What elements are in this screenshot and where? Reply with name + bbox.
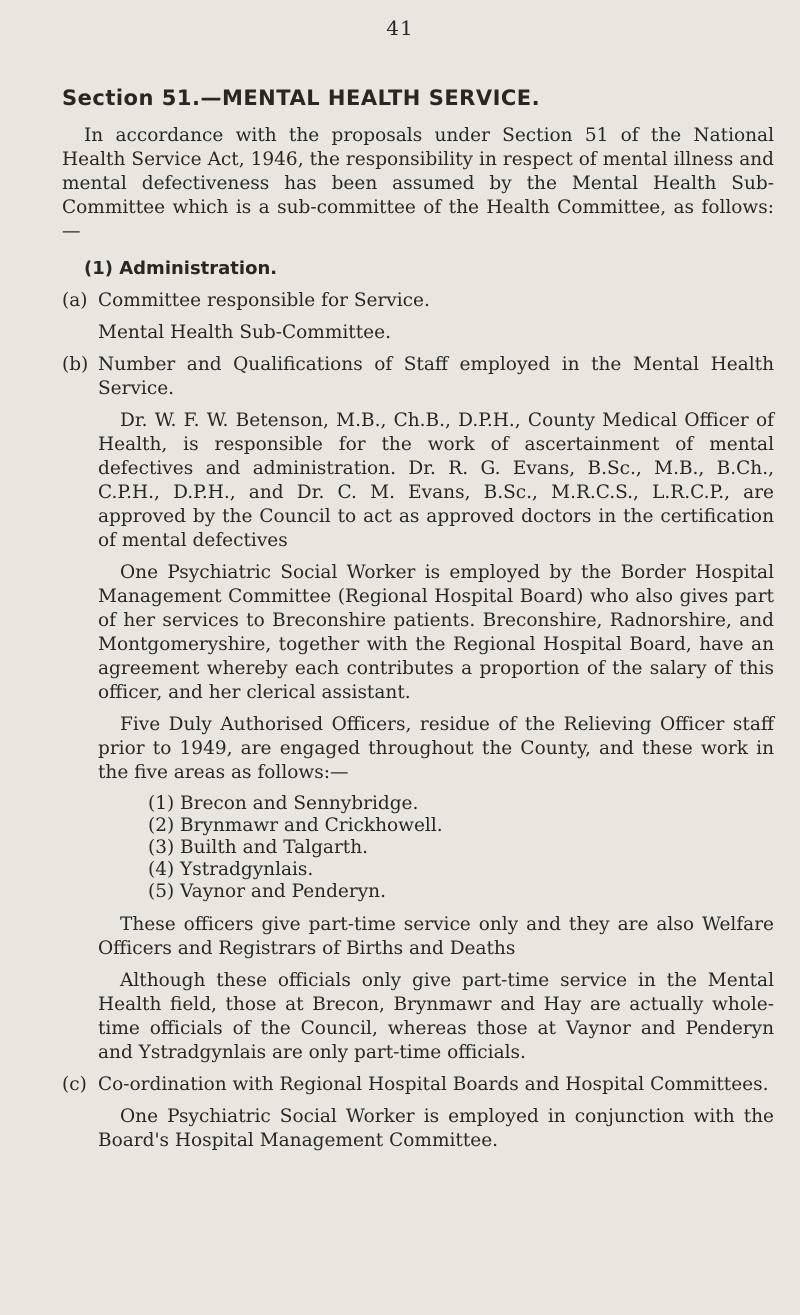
item-b-marker: (b) — [62, 354, 89, 375]
item-b-question: Number and Qualifications of Staff employed in the Mental Health Service. — [98, 354, 774, 399]
item-a-question: Committee responsible for Service. — [98, 290, 430, 311]
areas-list — [148, 793, 774, 903]
list-item: (1) Brecon and Sennybridge. — [148, 793, 419, 814]
page-number: 41 — [386, 16, 414, 40]
intro-paragraph: In accordance with the proposals under Section 51 of the National Health Service Act, 1946, the responsibility in respect of mental illness and mental defectiveness has been assumed by the Mental Health Sub-Committee which is a sub-committee of the Health Committee, as follows:— — [62, 125, 774, 242]
item-a-marker: (a) — [62, 290, 88, 311]
list-item: (2) Brynmawr and Crickhowell. — [148, 815, 443, 836]
item-b-body-continued — [98, 913, 774, 1065]
coordination-paragraph: One Psychiatric Social Worker is employed in conjunction with the Board's Hospital Management Committee. — [98, 1106, 774, 1151]
item-a-answer: Mental Health Sub-Committee. — [98, 322, 391, 343]
staff-paragraph-4: These officers give part-time service only and they are also Welfare Officers and Registrars of Births and Deaths — [98, 914, 774, 959]
item-c-body — [98, 1105, 774, 1153]
item-a — [62, 289, 774, 313]
section-title: Section 51.—MENTAL HEALTH SERVICE. — [62, 86, 541, 110]
administration-heading: (1) Administration. — [84, 258, 278, 279]
list-item: (5) Vaynor and Penderyn. — [148, 881, 386, 902]
staff-paragraph-3: Five Duly Authorised Officers, residue of the Relieving Officer staff prior to 1949, are engaged throughout the County, and these work in the five areas as follows:— — [98, 714, 774, 783]
staff-paragraph-5: Although these officials only give part-time service in the Mental Health field, those at Brecon, Brynmawr and Hay are actually whole-time officials of the Council, whereas those at Vaynor and Penderyn and Ystradgynlais are only part-time officials. — [98, 970, 774, 1063]
item-b-body — [98, 409, 774, 785]
staff-paragraph-1: Dr. W. F. W. Betenson, M.B., Ch.B., D.P.H., County Medical Officer of Health, is responsible for the work of ascertainment of mental defectives and administration. Dr. R. G. Evans, B.Sc., M.B., B.Ch., C.P.H., D.P.H., and Dr. C. M. Evans, B.Sc., M.R.C.S., L.R.C.P., are approved by the Council to act as approved doctors in the certification of mental defectives — [98, 410, 774, 551]
staff-paragraph-2: One Psychiatric Social Worker is employed by the Border Hospital Management Committee (Regional Hospital Board) who also gives part of her services to Breconshire patients. Breconshire, Radnorshire, and Montgomeryshire, together with the Regional Hospital Board, have an agreement whereby each contributes a proportion of the salary of this officer, and her clerical assistant. — [98, 562, 774, 703]
list-item: (3) Builth and Talgarth. — [148, 837, 369, 858]
item-c-marker: (c) — [62, 1074, 87, 1095]
item-c — [62, 1073, 774, 1097]
item-c-question: Co-ordination with Regional Hospital Boards and Hospital Committees. — [98, 1074, 769, 1095]
item-b — [62, 353, 774, 401]
page-content — [62, 86, 774, 1161]
list-item: (4) Ystradgynlais. — [148, 859, 314, 880]
